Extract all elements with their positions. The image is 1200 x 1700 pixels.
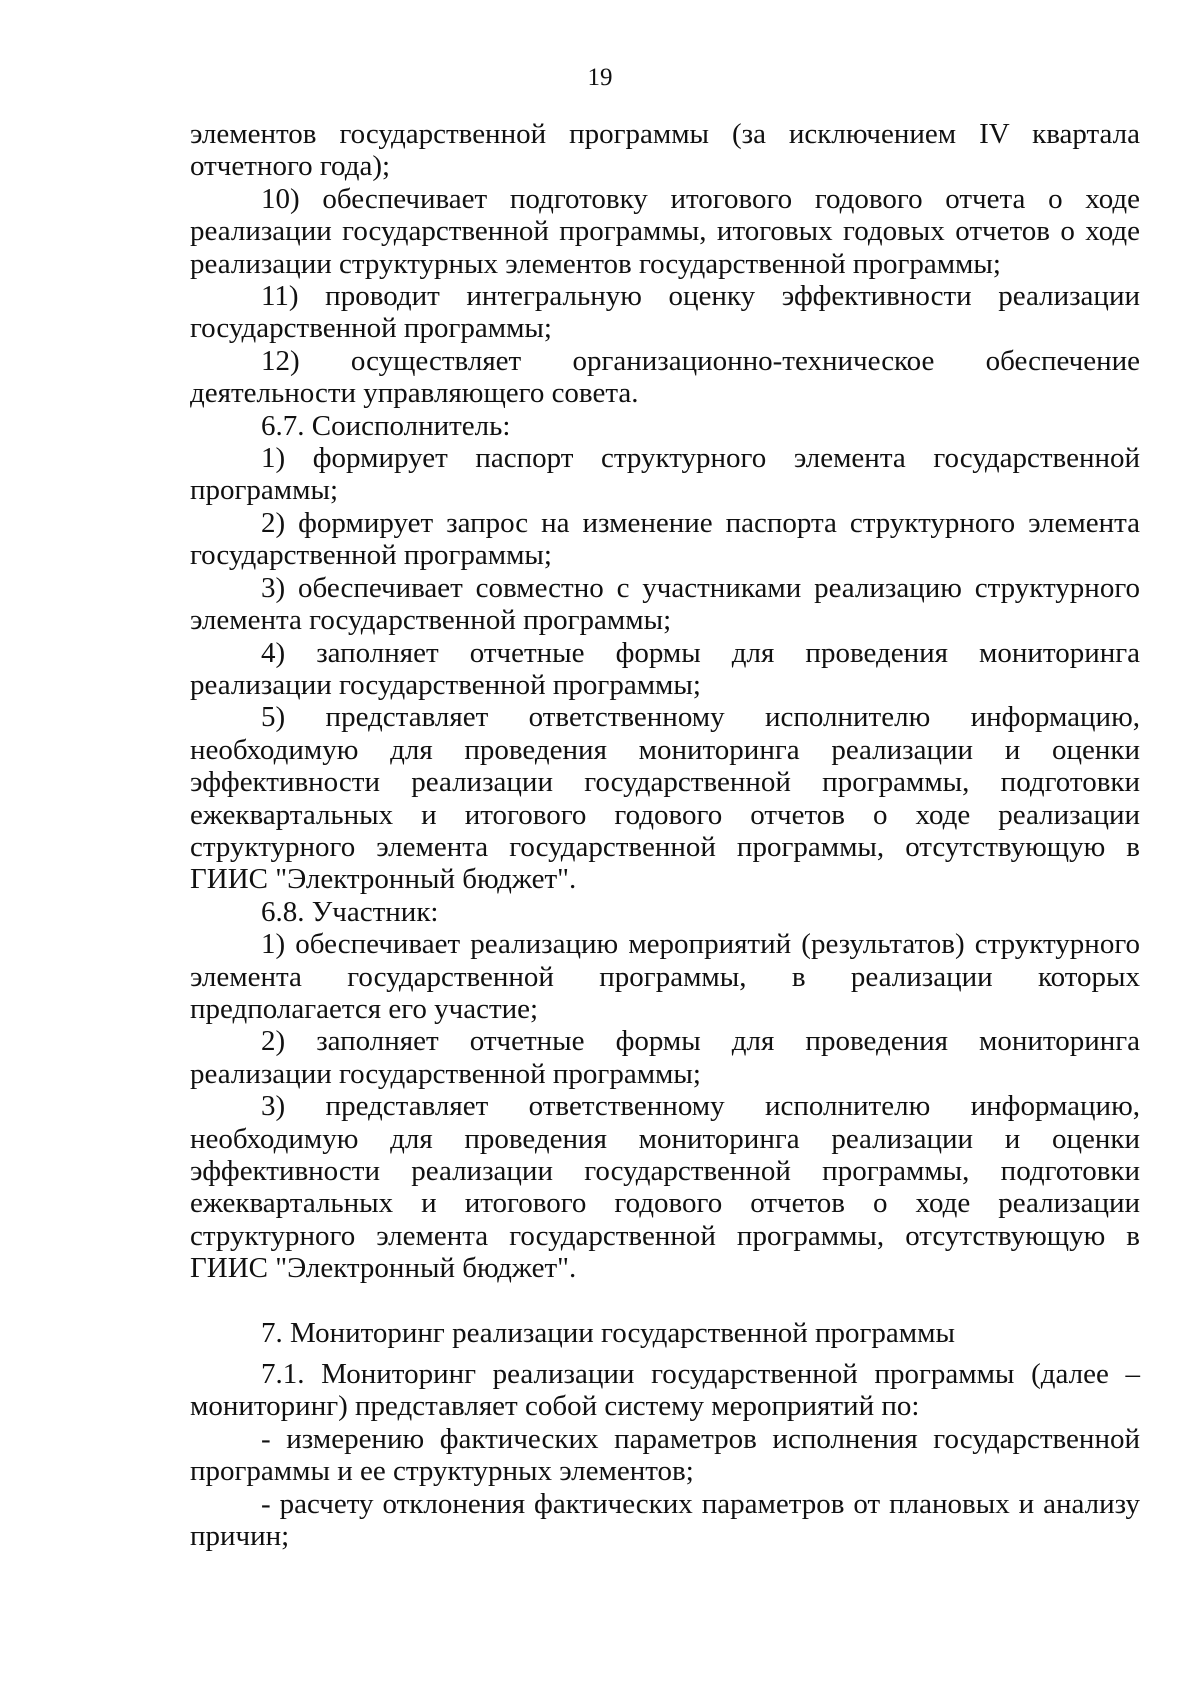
co-executor-item-5: 5) представляет ответственному исполнителю информацию, необходимую для проведения мониторинга реализации и оценки эффективности реализации государственной программы, подготовки ежеквартальных и итогового годового отчетов о ходе реализации структурного элемента государственной программы, отсутствующую в ГИИС "Электронный бюджет". [190, 701, 1140, 896]
section-7-title: 7. Мониторинг реализации государственной программы [261, 1316, 955, 1349]
paragraph-item-10: 10) обеспечивает подготовку итогового годового отчета о ходе реализации государственной программы, итоговых годовых отчетов о ходе реализации структурных элементов государственной программы; [190, 182, 1140, 280]
participant-item-2: 2) заполняет отчетные формы для проведения мониторинга реализации государственной программы; [190, 1025, 1140, 1090]
document-body [190, 118, 1140, 1552]
co-executor-item-1: 1) формирует паспорт структурного элемента государственной программы; [190, 442, 1140, 507]
section-6-8-heading: 6.8. Участник: [261, 895, 439, 928]
co-executor-item-3: 3) обеспечивает совместно с участниками реализацию структурного элемента государственной программы; [190, 571, 1140, 637]
participant-item-1: 1) обеспечивает реализацию мероприятий (результатов) структурного элемента государственной программы, в реализации которых предполагается его участие; [190, 928, 1140, 1025]
paragraph-item-11: 11) проводит интегральную оценку эффективности реализации государственной программы; [190, 280, 1140, 345]
section-7-1-paragraph: 7.1. Мониторинг реализации государственной программы (далее – мониторинг) представляет собой систему мероприятий по: [190, 1358, 1140, 1423]
co-executor-item-4: 4) заполняет отчетные формы для проведения мониторинга реализации государственной программы; [190, 636, 1140, 701]
monitoring-list-item-2: - расчету отклонения фактических параметров от плановых и анализу причин; [190, 1487, 1140, 1553]
monitoring-list-item-1: - измерению фактических параметров исполнения государственной программы и ее структурных элементов; [190, 1422, 1140, 1488]
page-number: 19 [587, 64, 613, 91]
participant-item-3: 3) представляет ответственному исполнителю информацию, необходимую для проведения мониторинга реализации и оценки эффективности реализации государственной программы, подготовки ежеквартальных и итогового годового отчетов о ходе реализации структурного элемента государственной программы, отсутствующую в ГИИС "Электронный бюджет". [190, 1090, 1140, 1285]
co-executor-item-2: 2) формирует запрос на изменение паспорта структурного элемента государственной программы; [190, 506, 1140, 572]
section-6-7-heading: 6.7. Соисполнитель: [261, 409, 511, 442]
paragraph-continuation: элементов государственной программы (за исключением IV квартала отчетного года); [190, 118, 1140, 183]
paragraph-item-12: 12) осуществляет организационно-техническое обеспечение деятельности управляющего совета. [190, 344, 1140, 410]
